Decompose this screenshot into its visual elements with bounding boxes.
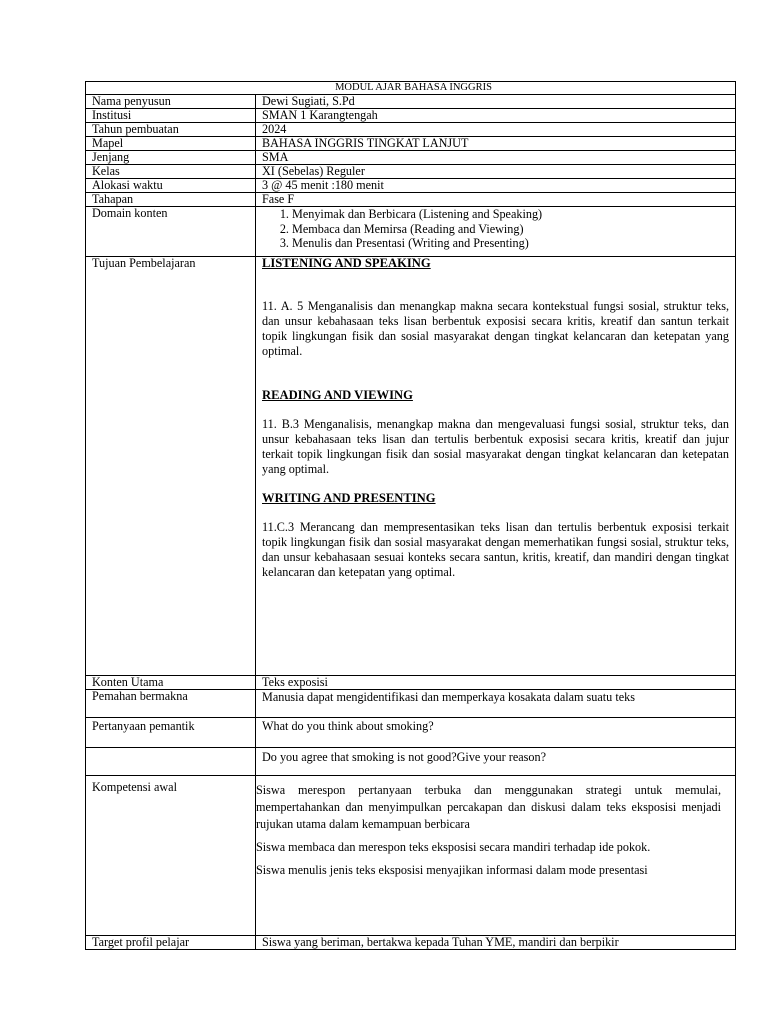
table-row [86,193,736,207]
row-label: Institusi [86,109,256,123]
tujuan-cell [256,257,736,676]
title-row [86,82,736,95]
table-row [86,179,736,193]
row-label: Tahapan [86,193,256,207]
row-label: Jenjang [86,151,256,165]
domain-list-cell [256,207,736,257]
table-row [86,936,736,950]
row-label: Alokasi waktu [86,179,256,193]
domain-konten-row [86,207,736,257]
section-heading: WRITING AND PRESENTING [262,491,436,505]
tujuan-row [86,257,736,676]
row-value: Teks exposisi [256,676,736,690]
row-value: Dewi Sugiati, S.Pd [256,95,736,109]
question-1: What do you think about smoking? [256,718,736,748]
row-value: XI (Sebelas) Reguler [256,165,736,179]
row-label: Target profil pelajar [86,936,256,950]
table-row [86,718,736,748]
document-page [85,81,735,950]
empty-label-cell [86,748,256,776]
section-text: 11. B.3 Menganalisis, menangkap makna dan mengevaluasi fungsi sosial, struktur teks, dan unsur kebahasaan teks lisan dan tertulis berbentuk exposisi secara kritis, kreatif dan jujur terkait topik lingkungan fisik dan sosial masyarakat dengan tingkat kelancaran dan ketepatan yang optimal. [262,417,729,476]
domain-list [262,207,735,251]
row-value: SMAN 1 Karangtengah [256,109,736,123]
row-label: Pemahan bermakna [86,690,256,718]
row-label: Tujuan Pembelajaran [86,257,256,676]
row-label: Tahun pembuatan [86,123,256,137]
table-row [86,109,736,123]
kompetensi-paragraph: Siswa membaca dan merespon teks eksposisi secara mandiri terhadap ide pokok. [256,840,651,854]
list-item: 3. Menulis dan Presentasi (Writing and Presenting) [292,236,735,251]
row-label: Nama penyusun [86,95,256,109]
table-row [86,151,736,165]
list-item: 1. Menyimak dan Berbicara (Listening and Speaking) [292,207,735,222]
row-label: Kelas [86,165,256,179]
row-label: Pertanyaan pemantik [86,718,256,748]
table-row [86,676,736,690]
row-value: 3 @ 45 menit :180 menit [256,179,736,193]
row-value: SMA [256,151,736,165]
row-value: Manusia dapat mengidentifikasi dan memperkaya kosakata dalam suatu teks [256,690,736,718]
row-label: Mapel [86,137,256,151]
table-row [86,690,736,718]
section-heading: READING AND VIEWING [262,388,413,402]
row-label: Kompetensi awal [86,776,256,936]
kompetensi-cell [256,776,736,936]
kompetensi-paragraph: Siswa merespon pertanyaan terbuka dan menggunakan strategi untuk memulai, mempertahankan dan menyimpulkan percakapan dan diskusi dalam teks eksposisi menjadi rujukan utama dalam kemampuan berbicara [256,783,721,831]
kompetensi-paragraph: Siswa menulis jenis teks eksposisi menyajikan informasi dalam mode presentasi [256,863,648,877]
question-2: Do you agree that smoking is not good?Give your reason? [256,748,736,776]
table-row [86,95,736,109]
row-value: BAHASA INGGRIS TINGKAT LANJUT [256,137,736,151]
section-text: 11. A. 5 Menganalisis dan menangkap makna secara kontekstual fungsi sosial, struktur teks, dan unsur kebahasaan teks lisan berbentuk exposisi secara kritis, kreatif dan santun terkait topik lingkungan fisik dan sosial masyarakat dengan tingkat kelancaran dan ketepatan yang optimal. [262,299,729,358]
list-item: 2. Membaca dan Memirsa (Reading and Viewing) [292,222,735,237]
table-row [86,165,736,179]
section-heading: LISTENING AND SPEAKING [262,256,431,270]
section-text: 11.C.3 Merancang dan mempresentasikan teks lisan dan tertulis berbentuk exposisi terkait topik lingkungan fisik dan sosial masyarakat dengan memerhatikan fungsi sosial, struktur teks, dan unsur kebahasaan sesuai konteks secara santun, kritis, kreatif, dan mandiri dengan tingkat kelancaran dan ketepatan yang optimal. [262,520,729,579]
table-row [86,123,736,137]
row-value: 2024 [256,123,736,137]
row-value: Fase F [256,193,736,207]
modul-table [85,81,736,950]
table-row [86,137,736,151]
row-label: Konten Utama [86,676,256,690]
table-row [86,748,736,776]
row-label: Domain konten [86,207,256,257]
row-value: Siswa yang beriman, bertakwa kepada Tuhan YME, mandiri dan berpikir [256,936,736,950]
kompetensi-row [86,776,736,936]
document-title: MODUL AJAR BAHASA INGGRIS [86,82,736,95]
